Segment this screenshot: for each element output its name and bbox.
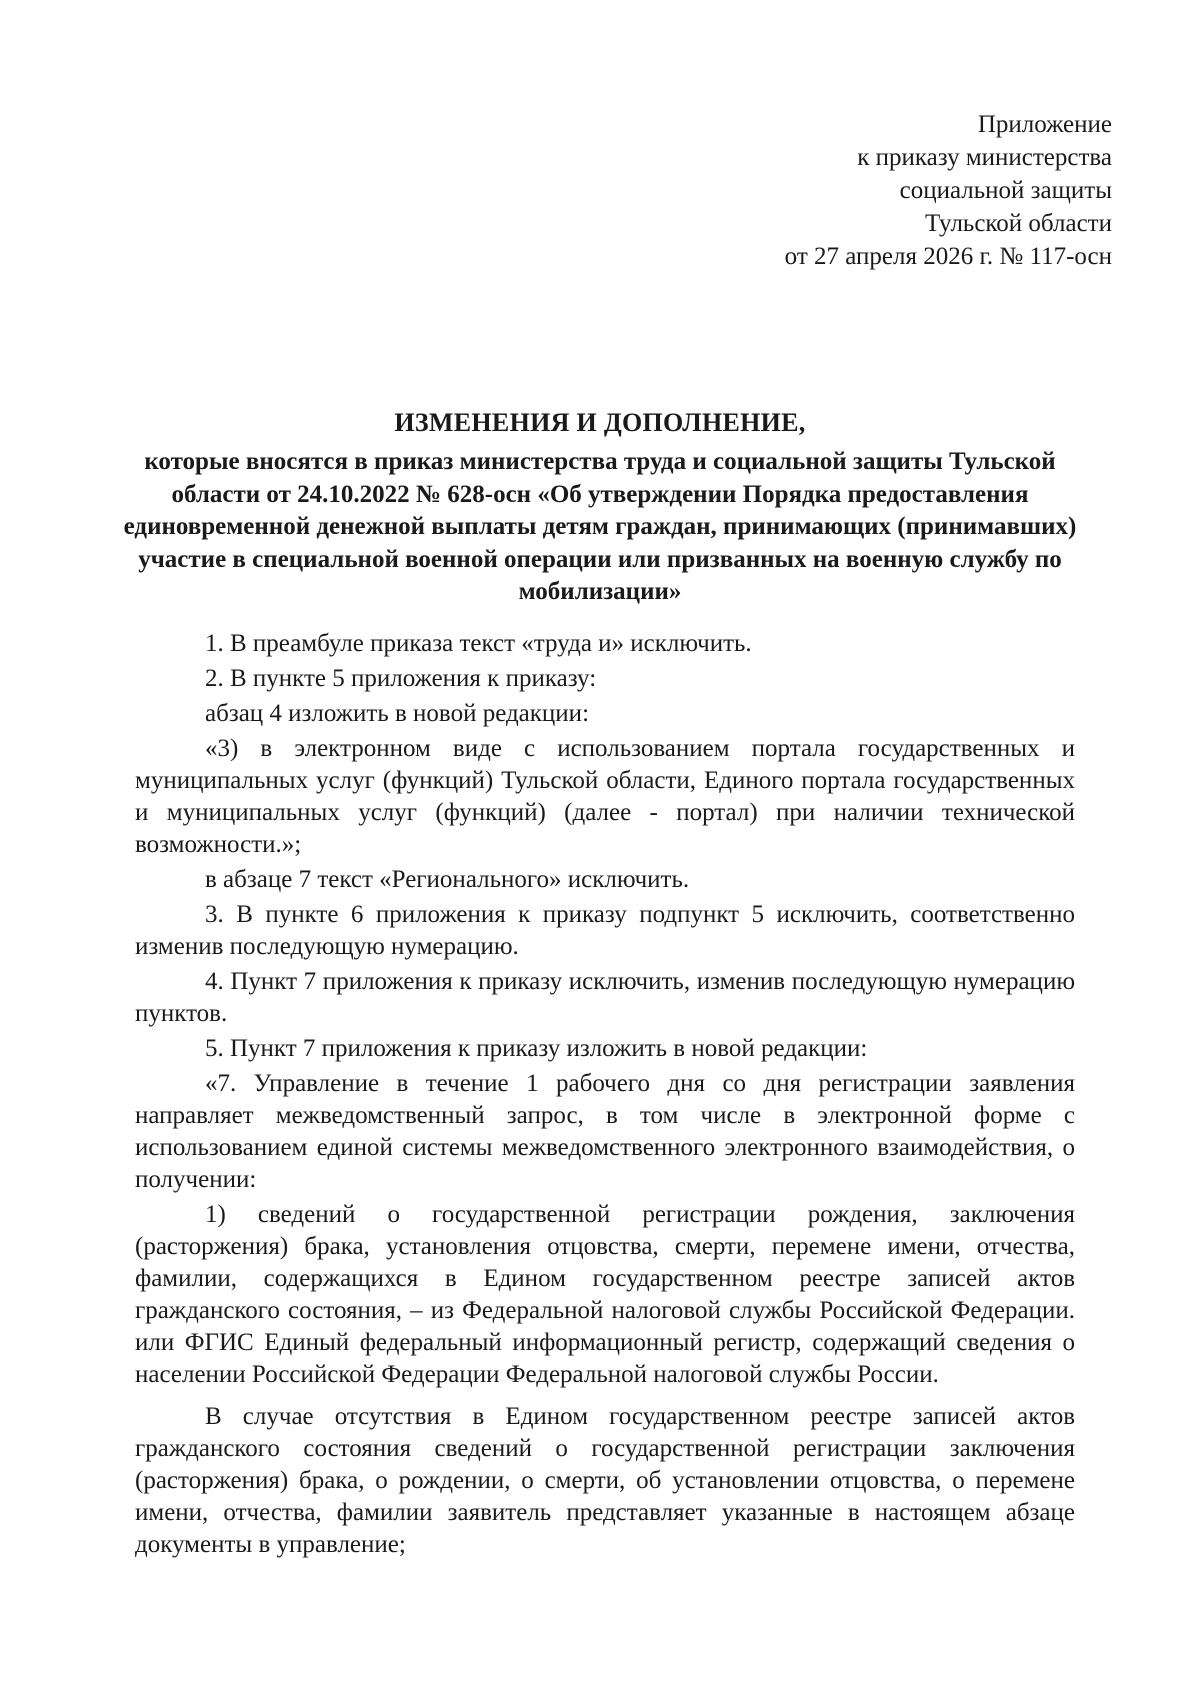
paragraph-5: в абзаце 7 текст «Регионального» исключить. <box>205 866 690 893</box>
annex-line-3: социальной защиты <box>899 177 1112 204</box>
paragraph-6: 3. В пункте 6 приложения к приказу подпункт 5 исключить, соответственно изменив последующую нумерацию. <box>135 901 1075 960</box>
paragraph-10: 1) сведений о государственной регистрации рождения, заключения (расторжения) брака, установления отцовства, смерти, перемене имени, отчества, фамилии, содержащихся в Едином государственном реестре записей актов гражданского состояния, – из Федеральной налоговой службы Российской Федерации. или ФГИС Единый федеральный информационный регистр, содержащий сведения о населении Российской Федерации Федеральной налоговой службы России. <box>135 1201 1075 1388</box>
annex-line-2: к приказу министерства <box>857 144 1112 171</box>
paragraph-11: В случае отсутствия в Едином государственном реестре записей актов гражданского состояния сведений о государственной регистрации заключения (расторжения) брака, о рождении, о смерти, об установлении отцовства, о перемене имени, отчества, фамилии заявитель представляет указанные в настоящем абзаце документы в управление; <box>135 1403 1075 1558</box>
paragraph-4: «3) в электронном виде с использованием портала государственных и муниципальных услуг (функций) Тульской области, Единого портала государственных и муниципальных услуг (функций) (далее - портал) при наличии технической возможности.»; <box>135 735 1075 858</box>
annex-line-4: Тульской области <box>925 210 1112 237</box>
document-subtitle: которые вносятся в приказ министерства труда и социальной защиты Тульской области от 24.10.2022 № 628-осн «Об утверждении Порядка предоставления единовременной денежной выплаты детям граждан, принимающих (принимавших) участие в специальной военной операции или призванных на военную службу по мобилизации» <box>123 448 1077 605</box>
paragraph-8: 5. Пункт 7 приложения к приказу изложить в новой редакции: <box>205 1035 868 1062</box>
annex-line-1: Приложение <box>977 111 1112 138</box>
document-title: ИЗМЕНЕНИЯ И ДОПОЛНЕНИЕ, <box>394 408 806 437</box>
paragraph-7: 4. Пункт 7 приложения к приказу исключить, изменив последующую нумерацию пунктов. <box>135 968 1075 1027</box>
annex-line-5: от 27 апреля 2026 г. № 117-осн <box>784 243 1112 270</box>
document-heading <box>100 406 1100 609</box>
annex-block <box>785 108 1112 273</box>
document-body <box>135 628 1075 1561</box>
paragraph-2: 2. В пункте 5 приложения к приказу: <box>205 665 597 692</box>
paragraph-1: 1. В преамбуле приказа текст «труда и» исключить. <box>205 630 752 657</box>
paragraph-9: «7. Управление в течение 1 рабочего дня со дня регистрации заявления направляет межведомственный запрос, в том числе в электронной форме с использованием единой системы межведомственного электронного взаимодействия, о получении: <box>135 1070 1075 1193</box>
paragraph-3: абзац 4 изложить в новой редакции: <box>205 700 590 727</box>
